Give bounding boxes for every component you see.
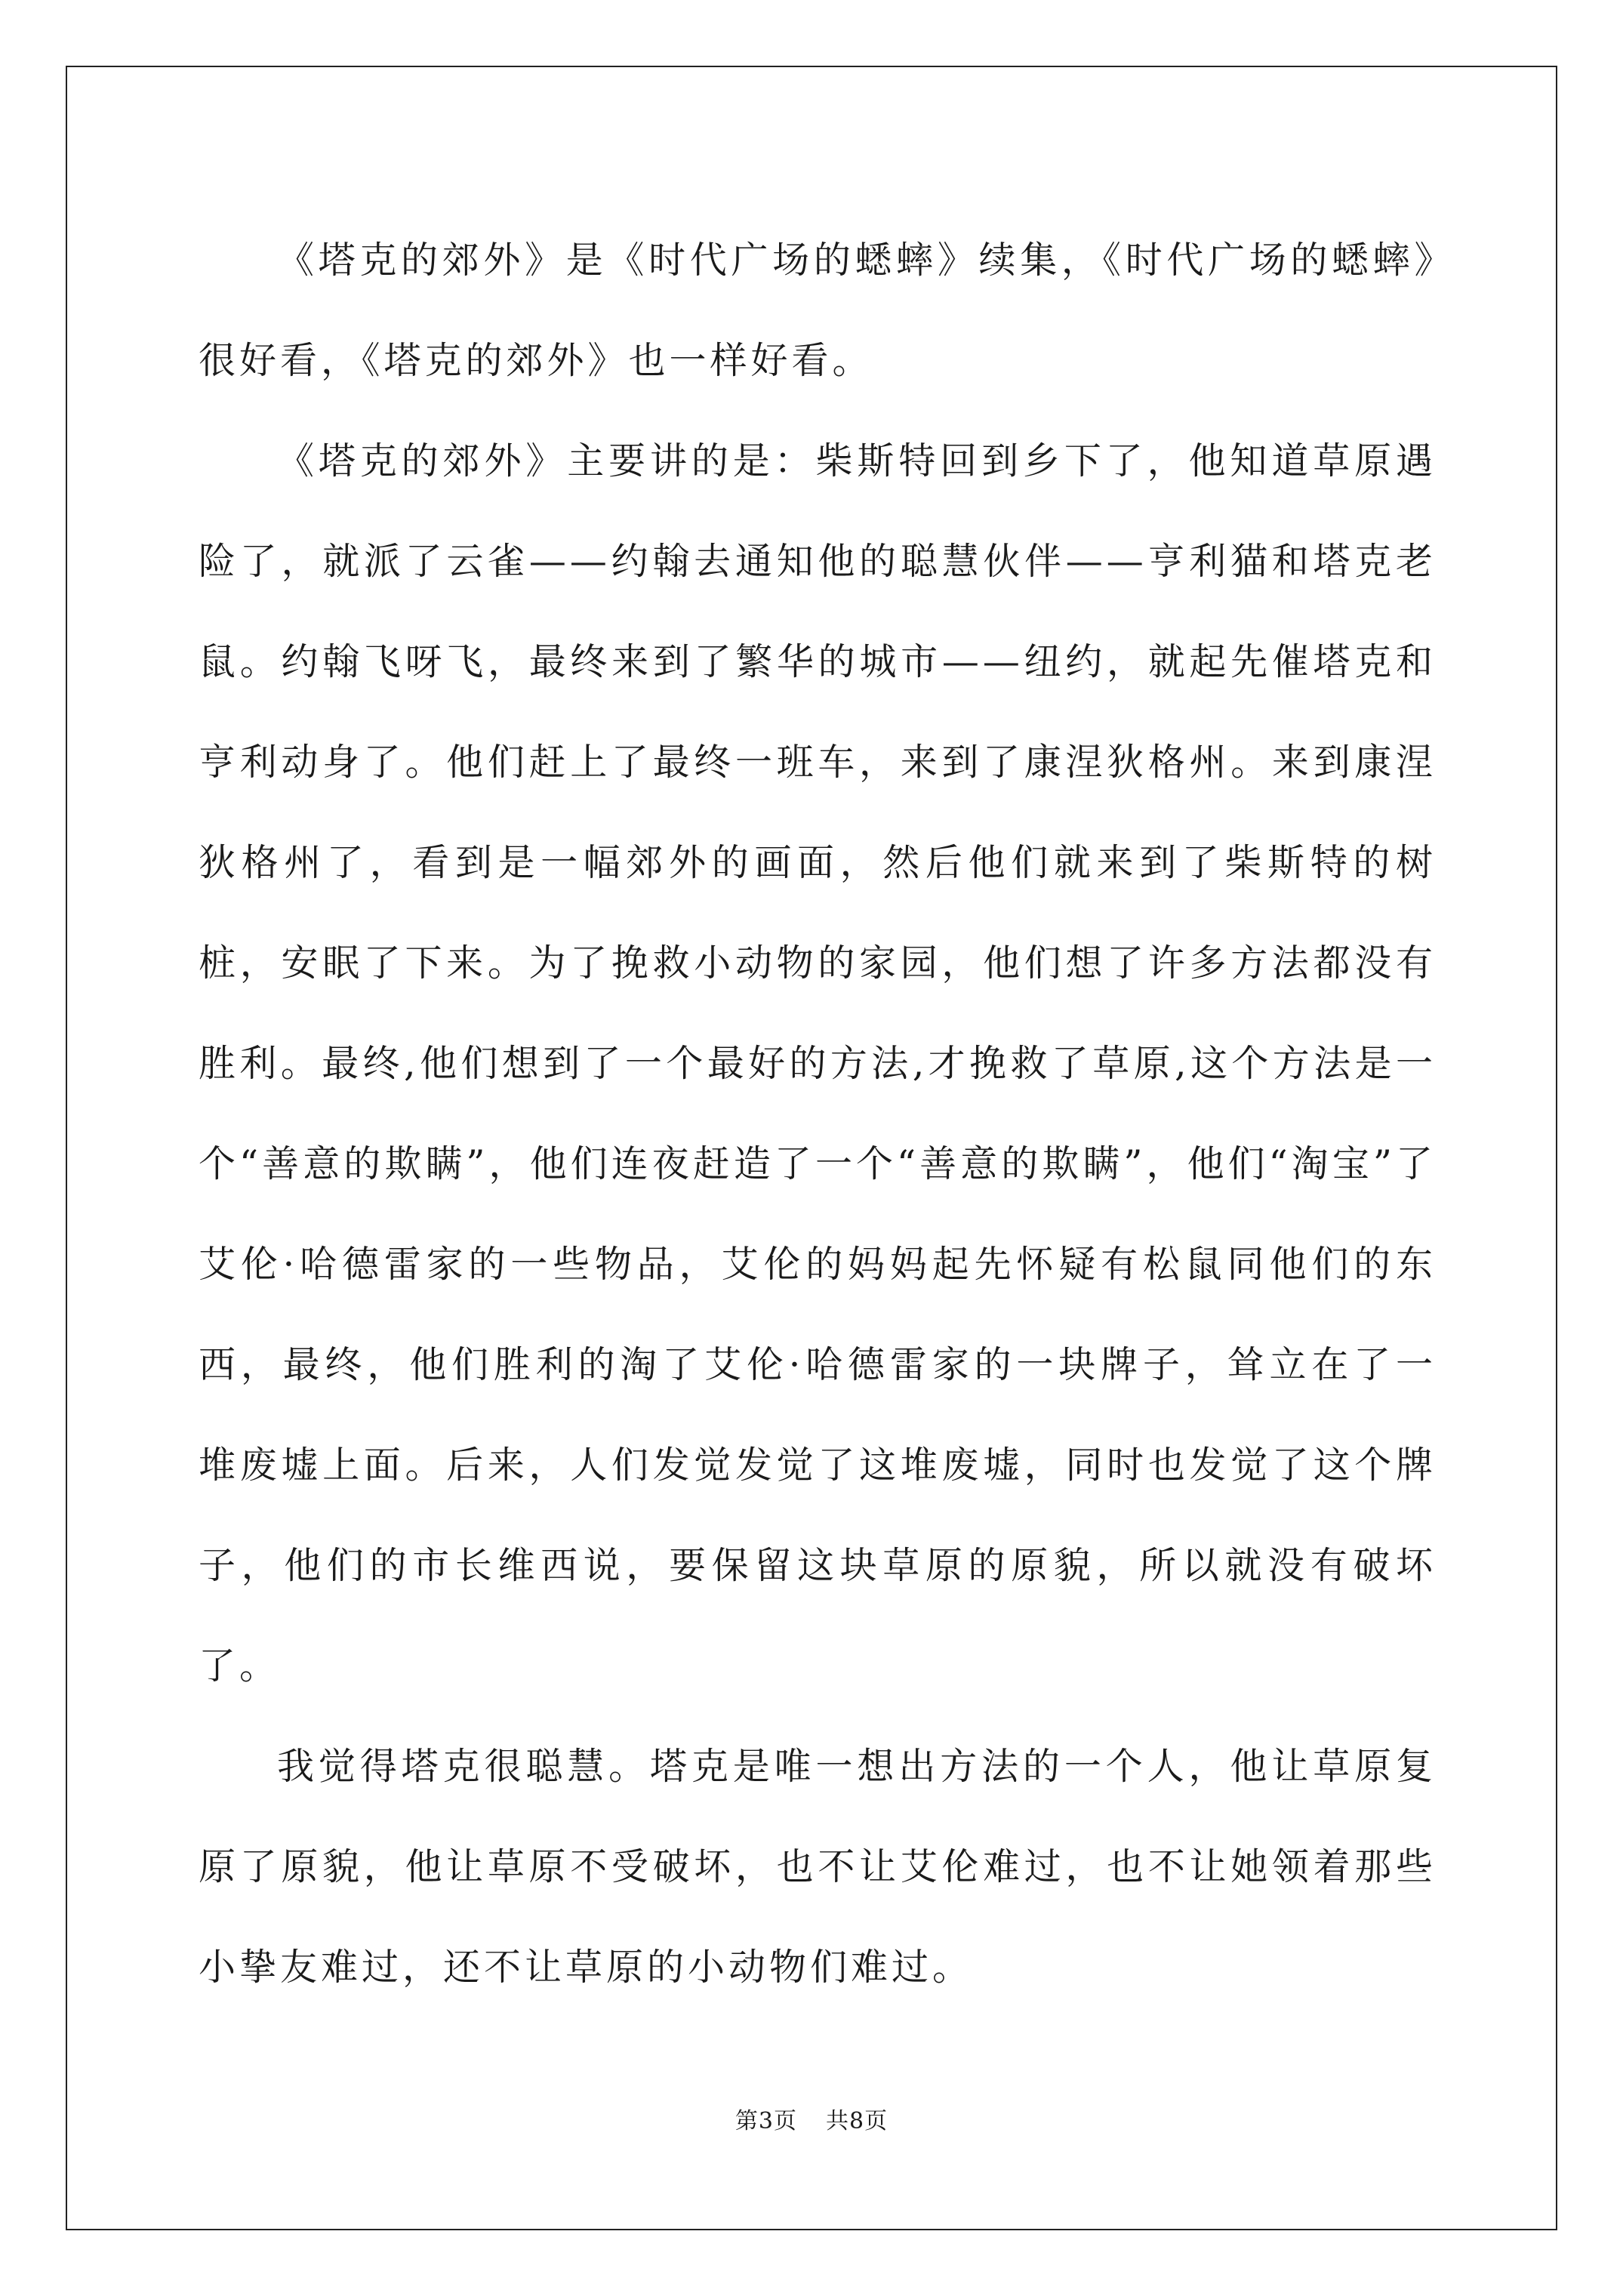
paragraph-1: 《塔克的郊外》是《时代广场的蟋蟀》续集，《时代广场的蟋蟀》很好看，《塔克的郊外》也一样好看。 [199,239,1437,382]
paragraph-2: 《塔克的郊外》主要讲的是：柴斯特回到乡下了，他知道草原遇险了，就派了云雀——约翰去通知他的聪慧伙伴——亨利猫和塔克老鼠。约翰飞呀飞，最终来到了繁华的城市——纽约，就起先催塔克和亨利动身了。他们赶上了最终一班车，来到了康涅狄格州。来到康涅狄格州了，看到是一幅郊外的画面，然后他们就来到了柴斯特的树桩，安眠了下来。为了挽救小动物的家园，他们想了许多方法都没有胜利。最终,他们想到了一个最好的方法,才挽救了草原,这个方法是一个“善意的欺瞒”，他们连夜赶造了一个“善意的欺瞒”，他们“淘宝”了艾伦·哈德雷家的一些物品，艾伦的妈妈起先怀疑有松鼠同他们的东西，最终，他们胜利的淘了艾伦·哈德雷家的一块牌子，耸立在了一堆废墟上面。后来，人们发觉发觉了这堆废墟，同时也发觉了这个牌子，他们的市长维西说，要保留这块草原的原貌，所以就没有破坏了。 [199,439,1437,1687]
paragraph-3: 我觉得塔克很聪慧。塔克是唯一想出方法的一个人，他让草原复原了原貌，他让草原不受破坏，也不让艾伦难过，也不让她领着那些小挚友难过，还不让草原的小动物们难过。 [199,1745,1437,1989]
page-total: 共8页 [826,2108,888,2134]
page-number: 第3页 [735,2108,797,2134]
document-body [199,210,1437,2017]
page-footer [0,2106,1623,2137]
